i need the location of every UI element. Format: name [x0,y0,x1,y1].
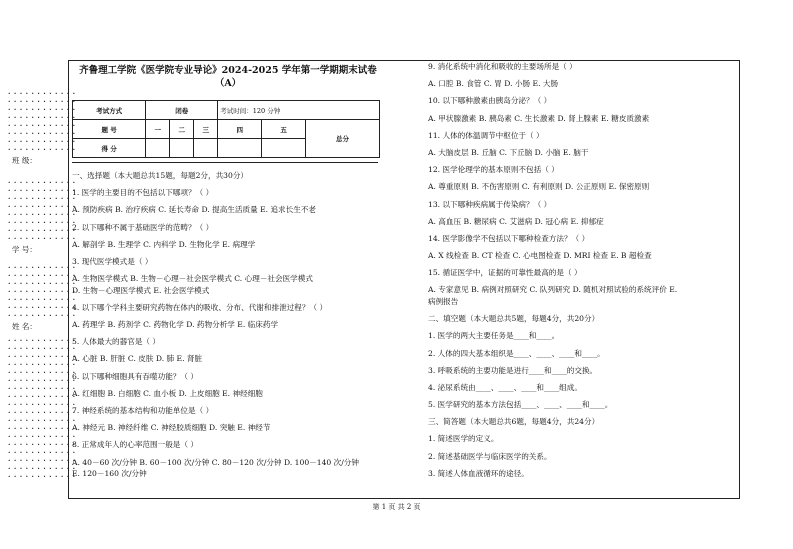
question-line: 3. 简述人体血液循环的途径。 [428,468,529,478]
binding-margin [8,89,76,481]
exam-title [72,64,384,90]
score-cell[interactable] [194,139,218,158]
section-heading: 三、简答题（本大题总共6题，每题4分，共24分） [428,417,600,427]
score-cell[interactable] [262,139,306,158]
exam-title-line1: 齐鲁理工学院《医学院专业导论》2024-2025 学年第一学期期末试卷 [79,65,377,76]
question-line: A. 解剖学 B. 生理学 C. 内科学 D. 生物化学 E. 病理学 [72,239,256,249]
left-question-list [72,171,384,478]
score-cell[interactable] [170,139,194,158]
score-label: 得 分 [73,139,146,158]
question-line: 4. 泌尿系统由____、____、____和____组成。 [428,382,582,392]
question-line: A. 40－60 次/分钟 B. 60－100 次/分钟 C. 80－120 次/分钟 D. 100－140 次/分钟 [72,457,359,467]
question-line: A. 甲状腺激素 B. 胰岛素 C. 生长激素 D. 肾上腺素 E. 糖皮质激素 [428,113,650,123]
question-line: 3. 呼吸系统的主要功能是进行____和____的交换。 [428,365,598,375]
total-label: 总分 [306,120,380,158]
exam-title-line2: （A） [214,78,242,89]
question-line: 1. 简述医学的定义。 [428,434,499,444]
question-line: D. 生物－心理医学模式 E. 社会医学模式 [72,285,210,295]
question-line: 12. 医学伦理学的基本原则不包括（ ） [428,165,559,175]
question-line: 14. 医学影像学不包括以下哪种检查方法？（ ） [428,233,590,243]
question-line: A. 大脑皮层 B. 丘脑 C. 下丘脑 D. 小脑 E. 脑干 [428,147,589,157]
section-4: 四 [218,120,262,139]
question-line: E. 120－160 次/分钟 [72,469,147,478]
question-line: A. 口腔 B. 食管 C. 胃 D. 小肠 E. 大肠 [428,79,559,89]
question-line: A. 预防疾病 B. 治疗疾病 C. 延长寿命 D. 提高生活质量 E. 追求长生不老 [72,205,317,215]
left-column [72,62,384,478]
page-number: 第 1 页 共 2 页 [372,503,421,511]
score-cell[interactable] [146,139,170,158]
score-cell[interactable] [218,139,262,158]
question-line: A. 高血压 B. 糖尿病 C. 艾滋病 D. 冠心病 E. 抑郁症 [428,216,604,226]
question-line: 4. 以下哪个学科主要研究药物在体内的吸收、分布、代谢和排泄过程？（ ） [72,302,328,312]
dotted-rule: · · · · · · · · · · · · · · · · · · · · · · · · · · · · · · · · · · · · · · · · · · · · · · · · · · · · · · · · · · · · · · · · · · · · · · · · · · · · · · · · · · · · · · · · · · · · · · · · · · · · · · · · · · · · · · · · · · · · · · · · · · · · · · · · · · · · · · · · · · · · · · · · · · · · · · · · · · · · · · · · · · · · · · · · · · · · · · · · · · · · · · · · · · · · · · · · · · · · · · · · · · · · · · · · · · · · · · · · [8,336,76,481]
question-line: 10. 以下哪种激素由胰岛分泌？（ ） [428,96,552,106]
dotted-rule: · · · · · · · · · · · · · · · · · · · · · · · · · · · · · · · · · · · · · · · · · · · · · · · · · · · · · · · · · · · · · · · · · · · · · · · · · · · · · · · · · · · · · · · · · · · · · · · · [8,89,76,154]
score-table [72,100,380,158]
question-line: 2. 人体的四大基本组织是____、____、____和____。 [428,348,605,358]
question-line: 5. 医学研究的基本方法包括____、____、____和____。 [428,400,613,410]
number-label: 题 号 [73,120,146,139]
section-5: 五 [262,120,306,139]
dotted-rule: · · · · · · · · · · · · · · · · · · · · · · · · · · · · · · · · · · · · · · · · · · · · · · · · · · · · · · · · · · · · · · · · · · · · · · · · · · · · · · · · · · · · [8,263,76,320]
divider [72,162,378,163]
question-line: A. 生物医学模式 B. 生物－心理－社会医学模式 C. 心理－社会医学模式 [72,274,313,284]
question-line: 8. 正常成年人的心率范围一般是（ ） [72,440,198,450]
question-line: A. 心脏 B. 肝脏 C. 皮肤 D. 肺 E. 肾脏 [72,354,203,364]
right-column [428,62,738,478]
question-line: 1. 医学的两大主要任务是____和____。 [428,331,560,341]
question-line: 6. 以下哪种细胞具有吞噬功能？（ ） [72,371,198,381]
question-line: 2. 简述基础医学与临床医学的关系。 [428,451,552,461]
question-line: 病例报告 [428,296,459,306]
method-value: 闭卷 [146,101,218,120]
question-line: 9. 消化系统中消化和吸收的主要场所是（ ） [428,62,577,71]
section-heading: 二、填空题（本大题总共5题，每题4分，共20分） [428,314,600,324]
question-line: 13. 以下哪种疾病属于传染病？（ ） [428,199,552,209]
question-line: A. X 线检查 B. CT 检查 C. 心电图检查 D. MRI 检查 E. B 超检查 [428,251,652,261]
question-line: 7. 神经系统的基本结构和功能单位是（ ） [72,405,214,415]
question-line: A. 专家意见 B. 病例对照研究 C. 队列研究 D. 随机对照试验的系统评价 E. [428,285,678,295]
question-line: 11. 人体的体温调节中枢位于（ ） [428,130,544,140]
question-line: 1. 医学的主要目的不包括以下哪项？（ ） [72,188,214,198]
question-line: 2. 以下哪种不属于基础医学的范畴？（ ） [72,222,214,232]
method-label: 考试方式 [73,101,146,120]
question-line: A. 尊重原则 B. 不伤害原则 C. 有利原则 D. 公正原则 E. 保密原则 [428,182,650,192]
question-line: 15. 循证医学中，证据的可靠性最高的是（ ） [428,268,582,278]
question-line: 一、选择题（本大题总共15题，每题2分，共30分） [72,171,249,180]
section-3: 三 [194,120,218,139]
question-line: A. 神经元 B. 神经纤维 C. 神经胶质细胞 D. 突触 E. 神经节 [72,423,271,433]
question-line: A. 药理学 B. 药剂学 C. 药物化学 D. 药物分析学 E. 临床药学 [72,320,279,329]
section-2: 二 [170,120,194,139]
question-line: 3. 现代医学模式是（ ） [72,256,153,266]
time-label: 考试时间：120 分钟 [218,101,380,120]
question-line: A. 红细胞 B. 白细胞 C. 血小板 D. 上皮细胞 E. 神经细胞 [72,388,263,398]
class-label: 班 级： [12,156,37,165]
name-label: 姓 名： [12,322,37,331]
section-1: 一 [146,120,170,139]
dotted-rule: · · · · · · · · · · · · · · · · · · · · · · · · · · · · · · · · · · · · · · · · · · · · · · · · · · · · · · · · · · · · · · · · · · · · · · · · · · · · · · · · · · · · · · · · · · · · · · · · [8,178,76,243]
id-label: 学 号： [12,245,37,254]
question-line: 5. 人体最大的器官是（ ） [72,337,161,347]
